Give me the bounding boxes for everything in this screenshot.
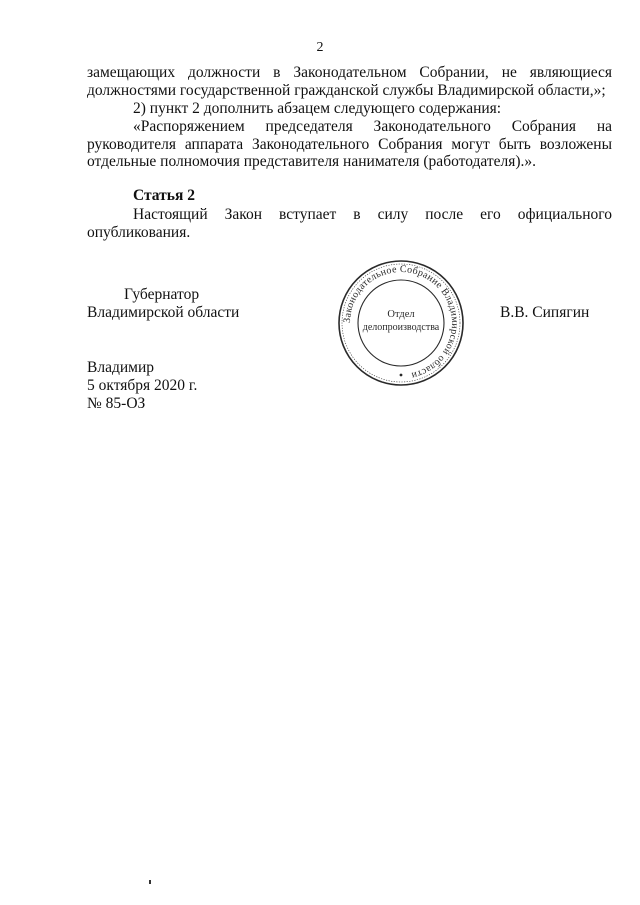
paragraph-line: 2) пункт 2 дополнить абзацем следующего содержания: [133, 100, 502, 117]
seal-center-line2: делопроизводства [362, 322, 440, 333]
paragraph-item-2 [87, 100, 612, 118]
paragraph-continuation [87, 64, 612, 99]
signer-position-region: Владимирской области [87, 304, 240, 321]
paragraph-line: «Распоряжением председателя Законодательного Собрания на [133, 118, 612, 135]
law-number: № 85-ОЗ [87, 395, 146, 412]
signer-position-title: Губернатор [124, 286, 200, 303]
article-text [87, 206, 612, 241]
paragraph-line: Настоящий Закон вступает в силу после его официального [133, 206, 612, 223]
paragraph-line: опубликования. [87, 223, 191, 241]
article-title: Статья 2 [133, 187, 195, 204]
seal-center-line1: Отдел [387, 309, 415, 320]
seal-ring-text: Законодательное Собрание Владимирской области [341, 263, 461, 381]
scan-mark [149, 880, 151, 884]
paragraph-line: должностями государственной гражданской службы Владимирской области,»; [87, 81, 606, 99]
signer-name: В.В. Сипягин [500, 304, 590, 321]
city: Владимир [87, 359, 154, 376]
paragraph-line: замещающих должности в Законодательном Собрании, не являющиеся [87, 64, 612, 81]
page-number: 2 [316, 40, 324, 55]
paragraph-quote [87, 118, 612, 171]
paragraph-line: отдельные полномочия представителя нанимателя (работодателя).». [87, 153, 537, 170]
official-seal [336, 258, 466, 388]
date: 5 октября 2020 г. [87, 377, 198, 394]
paragraph-line: руководителя аппарата Законодательного Собрания могут быть возложены [87, 135, 612, 153]
seal-dot [400, 374, 403, 377]
